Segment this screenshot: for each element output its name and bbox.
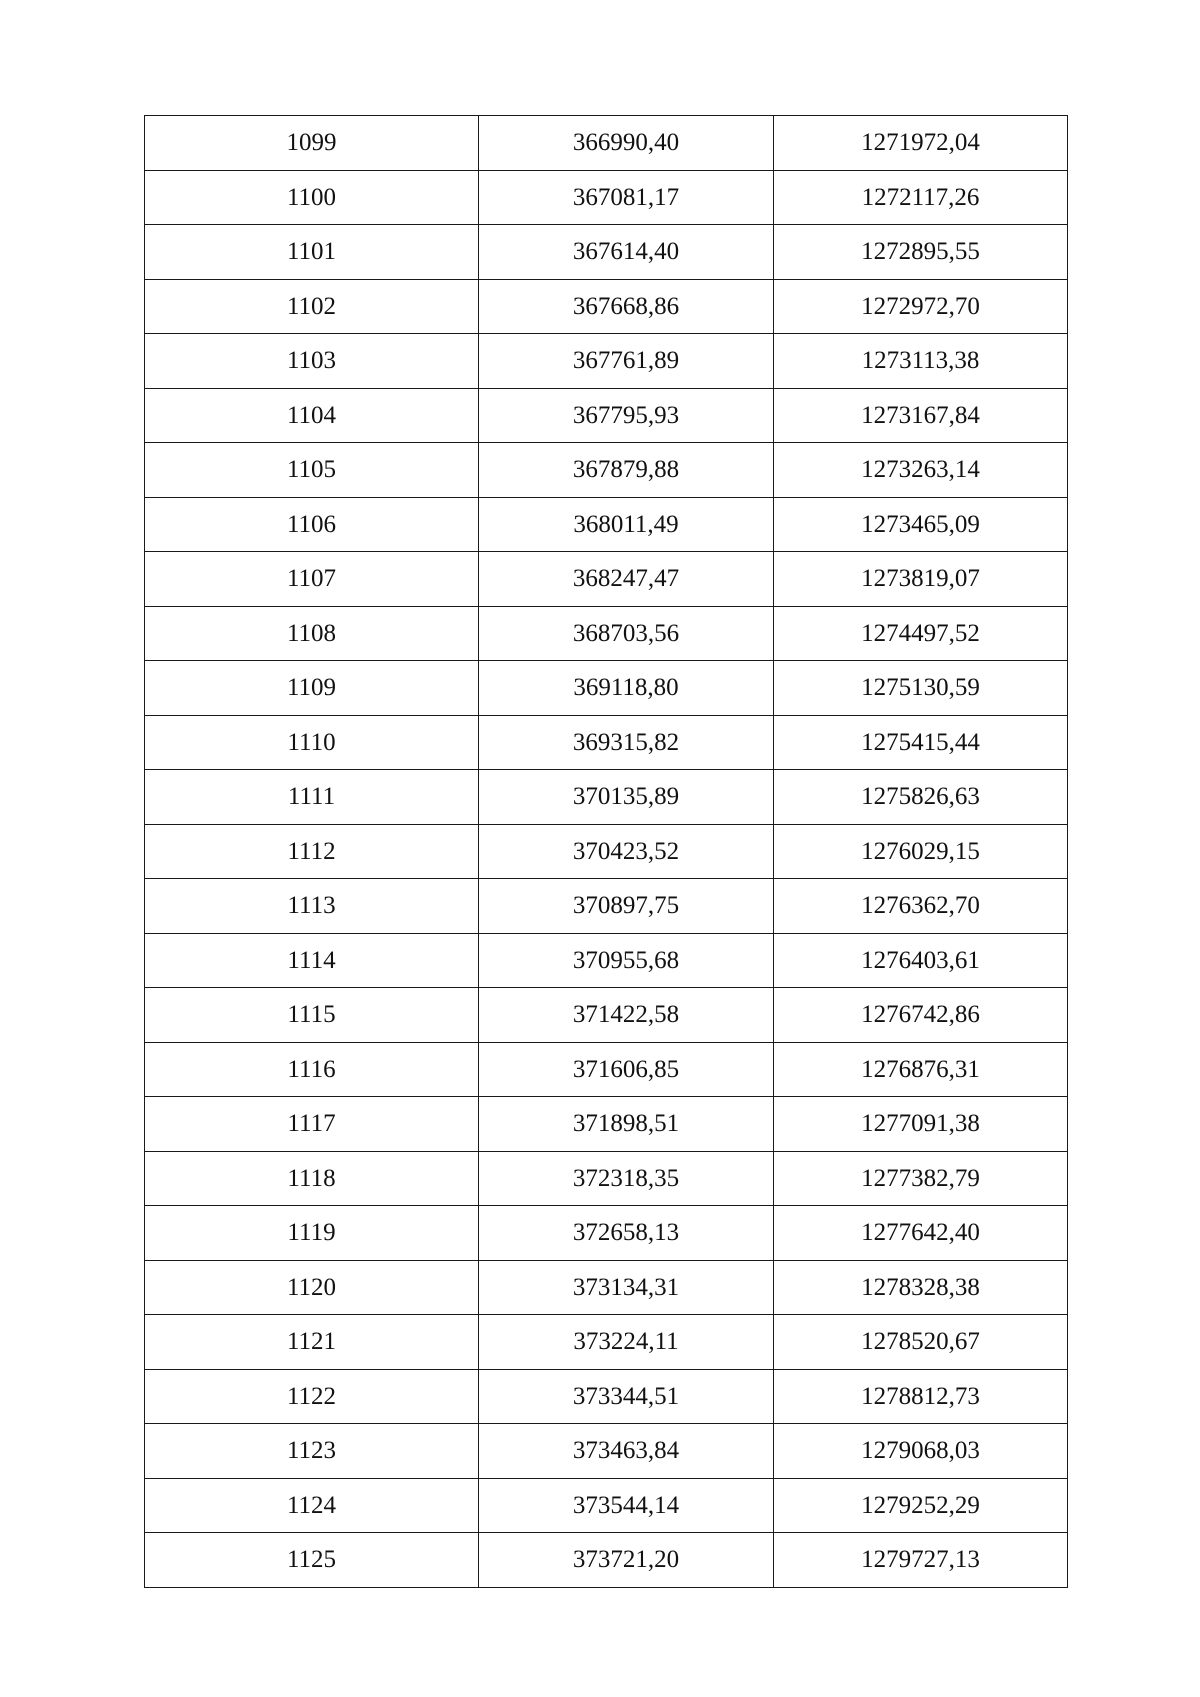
coordinates-table	[144, 115, 1068, 1588]
y-coordinate-cell: 1279068,03	[774, 1424, 1068, 1479]
x-coordinate-cell: 371898,51	[479, 1097, 774, 1152]
point-number-cell: 1105	[145, 443, 479, 498]
x-coordinate-cell: 368247,47	[479, 552, 774, 607]
x-coordinate-cell: 367795,93	[479, 388, 774, 443]
x-coordinate-cell: 369118,80	[479, 661, 774, 716]
x-coordinate-cell: 369315,82	[479, 715, 774, 770]
table-row	[145, 1315, 1068, 1370]
x-coordinate-cell: 370897,75	[479, 879, 774, 934]
table-row	[145, 1097, 1068, 1152]
y-coordinate-cell: 1277091,38	[774, 1097, 1068, 1152]
table-row	[145, 443, 1068, 498]
point-number-cell: 1109	[145, 661, 479, 716]
x-coordinate-cell: 367614,40	[479, 225, 774, 280]
point-number-cell: 1125	[145, 1533, 479, 1588]
point-number-cell: 1100	[145, 170, 479, 225]
point-number-cell: 1106	[145, 497, 479, 552]
point-number-cell: 1114	[145, 933, 479, 988]
table-row	[145, 661, 1068, 716]
x-coordinate-cell: 373224,11	[479, 1315, 774, 1370]
table-row	[145, 1424, 1068, 1479]
table-row	[145, 225, 1068, 280]
y-coordinate-cell: 1276742,86	[774, 988, 1068, 1043]
point-number-cell: 1103	[145, 334, 479, 389]
table-row	[145, 388, 1068, 443]
x-coordinate-cell: 370955,68	[479, 933, 774, 988]
table-row	[145, 606, 1068, 661]
table-row	[145, 988, 1068, 1043]
x-coordinate-cell: 372318,35	[479, 1151, 774, 1206]
point-number-cell: 1124	[145, 1478, 479, 1533]
point-number-cell: 1112	[145, 824, 479, 879]
point-number-cell: 1104	[145, 388, 479, 443]
table-row	[145, 1369, 1068, 1424]
table-row	[145, 1533, 1068, 1588]
table-row	[145, 715, 1068, 770]
y-coordinate-cell: 1272117,26	[774, 170, 1068, 225]
point-number-cell: 1121	[145, 1315, 479, 1370]
table-row	[145, 879, 1068, 934]
y-coordinate-cell: 1276029,15	[774, 824, 1068, 879]
y-coordinate-cell: 1271972,04	[774, 116, 1068, 171]
x-coordinate-cell: 368011,49	[479, 497, 774, 552]
table-row	[145, 116, 1068, 171]
table-row	[145, 552, 1068, 607]
y-coordinate-cell: 1276876,31	[774, 1042, 1068, 1097]
table-row	[145, 1260, 1068, 1315]
y-coordinate-cell: 1275130,59	[774, 661, 1068, 716]
y-coordinate-cell: 1278328,38	[774, 1260, 1068, 1315]
y-coordinate-cell: 1273819,07	[774, 552, 1068, 607]
y-coordinate-cell: 1273167,84	[774, 388, 1068, 443]
x-coordinate-cell: 371606,85	[479, 1042, 774, 1097]
y-coordinate-cell: 1275826,63	[774, 770, 1068, 825]
x-coordinate-cell: 373134,31	[479, 1260, 774, 1315]
x-coordinate-cell: 371422,58	[479, 988, 774, 1043]
coordinates-table-body	[145, 116, 1068, 1588]
point-number-cell: 1107	[145, 552, 479, 607]
point-number-cell: 1108	[145, 606, 479, 661]
table-row	[145, 1151, 1068, 1206]
y-coordinate-cell: 1279252,29	[774, 1478, 1068, 1533]
point-number-cell: 1110	[145, 715, 479, 770]
x-coordinate-cell: 367879,88	[479, 443, 774, 498]
point-number-cell: 1119	[145, 1206, 479, 1261]
y-coordinate-cell: 1278520,67	[774, 1315, 1068, 1370]
x-coordinate-cell: 367081,17	[479, 170, 774, 225]
table-row	[145, 1206, 1068, 1261]
point-number-cell: 1122	[145, 1369, 479, 1424]
y-coordinate-cell: 1272972,70	[774, 279, 1068, 334]
x-coordinate-cell: 372658,13	[479, 1206, 774, 1261]
y-coordinate-cell: 1276403,61	[774, 933, 1068, 988]
y-coordinate-cell: 1277642,40	[774, 1206, 1068, 1261]
y-coordinate-cell: 1273465,09	[774, 497, 1068, 552]
x-coordinate-cell: 373721,20	[479, 1533, 774, 1588]
table-row	[145, 170, 1068, 225]
table-row	[145, 770, 1068, 825]
point-number-cell: 1113	[145, 879, 479, 934]
y-coordinate-cell: 1273113,38	[774, 334, 1068, 389]
point-number-cell: 1101	[145, 225, 479, 280]
y-coordinate-cell: 1278812,73	[774, 1369, 1068, 1424]
y-coordinate-cell: 1276362,70	[774, 879, 1068, 934]
x-coordinate-cell: 367668,86	[479, 279, 774, 334]
point-number-cell: 1120	[145, 1260, 479, 1315]
x-coordinate-cell: 373344,51	[479, 1369, 774, 1424]
x-coordinate-cell: 373463,84	[479, 1424, 774, 1479]
x-coordinate-cell: 370135,89	[479, 770, 774, 825]
x-coordinate-cell: 373544,14	[479, 1478, 774, 1533]
table-row	[145, 279, 1068, 334]
point-number-cell: 1123	[145, 1424, 479, 1479]
point-number-cell: 1102	[145, 279, 479, 334]
point-number-cell: 1116	[145, 1042, 479, 1097]
y-coordinate-cell: 1274497,52	[774, 606, 1068, 661]
table-row	[145, 933, 1068, 988]
table-row	[145, 334, 1068, 389]
x-coordinate-cell: 370423,52	[479, 824, 774, 879]
y-coordinate-cell: 1272895,55	[774, 225, 1068, 280]
table-row	[145, 497, 1068, 552]
table-row	[145, 1042, 1068, 1097]
point-number-cell: 1099	[145, 116, 479, 171]
x-coordinate-cell: 367761,89	[479, 334, 774, 389]
point-number-cell: 1115	[145, 988, 479, 1043]
table-row	[145, 1478, 1068, 1533]
point-number-cell: 1111	[145, 770, 479, 825]
point-number-cell: 1118	[145, 1151, 479, 1206]
table-row	[145, 824, 1068, 879]
x-coordinate-cell: 368703,56	[479, 606, 774, 661]
x-coordinate-cell: 366990,40	[479, 116, 774, 171]
point-number-cell: 1117	[145, 1097, 479, 1152]
y-coordinate-cell: 1279727,13	[774, 1533, 1068, 1588]
y-coordinate-cell: 1277382,79	[774, 1151, 1068, 1206]
y-coordinate-cell: 1273263,14	[774, 443, 1068, 498]
y-coordinate-cell: 1275415,44	[774, 715, 1068, 770]
